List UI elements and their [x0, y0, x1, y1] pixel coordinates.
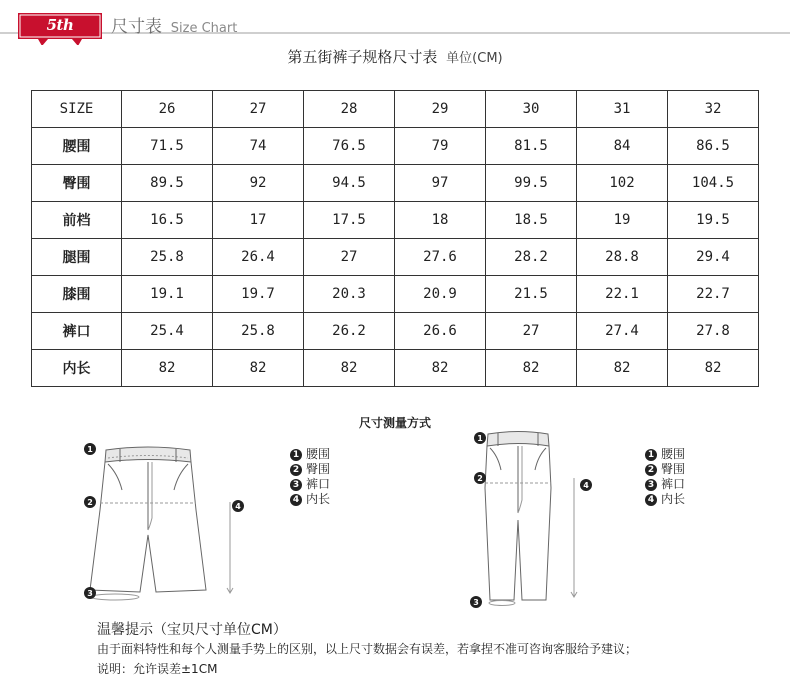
legend-number-badge: 2	[645, 464, 657, 476]
wide-pants-diagram	[78, 440, 258, 610]
table-cell: 18	[395, 202, 486, 239]
legend-number-badge: 2	[290, 464, 302, 476]
measure-title: 尺寸测量方式	[358, 416, 431, 430]
legend-number-badge: 4	[645, 494, 657, 506]
header-cell: 30	[486, 91, 577, 128]
marker-3: 3	[473, 598, 479, 607]
table-cell: 19	[577, 202, 668, 239]
marker-4: 4	[235, 502, 241, 511]
table-cell: 22.1	[577, 276, 668, 313]
table-cell: 22.7	[668, 276, 759, 313]
marker-2: 2	[87, 498, 93, 507]
table-cell: 27.8	[668, 313, 759, 350]
row-label: 膝围	[32, 276, 122, 313]
table-row	[32, 128, 759, 165]
table-title	[0, 46, 790, 67]
table-cell: 26.4	[213, 239, 304, 276]
table-cell: 25.4	[122, 313, 213, 350]
legend-label: 内长	[306, 492, 331, 506]
marker-2: 2	[477, 474, 483, 483]
table-cell: 20.9	[395, 276, 486, 313]
table-cell: 104.5	[668, 165, 759, 202]
header-cell: 26	[122, 91, 213, 128]
legend-label: 内长	[661, 492, 686, 506]
table-cell: 89.5	[122, 165, 213, 202]
legend-number-badge: 3	[645, 479, 657, 491]
legend-label: 腰围	[661, 447, 686, 461]
table-row	[32, 313, 759, 350]
table-cell: 26.6	[395, 313, 486, 350]
row-label: 臀围	[32, 165, 122, 202]
legend-item	[645, 447, 685, 462]
table-cell: 21.5	[486, 276, 577, 313]
header-cell: 32	[668, 91, 759, 128]
marker-4: 4	[583, 481, 589, 490]
table-cell: 99.5	[486, 165, 577, 202]
table-cell: 82	[213, 350, 304, 387]
legend-number-badge: 3	[290, 479, 302, 491]
table-cell: 82	[577, 350, 668, 387]
table-cell: 79	[395, 128, 486, 165]
legend-number-badge: 1	[645, 449, 657, 461]
table-cell: 84	[577, 128, 668, 165]
table-cell: 76.5	[304, 128, 395, 165]
table-cell: 97	[395, 165, 486, 202]
legend-item	[290, 477, 330, 492]
table-cell: 20.3	[304, 276, 395, 313]
table-cell: 27	[486, 313, 577, 350]
legend-item	[645, 462, 685, 477]
marker-badges	[84, 443, 244, 599]
table-cell: 18.5	[486, 202, 577, 239]
measure-legend-right	[645, 447, 685, 507]
table-cell: 28.8	[577, 239, 668, 276]
legend-item	[290, 492, 330, 507]
legend-item	[645, 477, 685, 492]
tips-note: 由于面料特性和每个人测量手势上的区别，以上尺寸数据会有误差，若拿捏不准可咨询客服给予建议；	[97, 642, 638, 656]
row-label: 内长	[32, 350, 122, 387]
table-row	[32, 165, 759, 202]
table-cell: 26.2	[304, 313, 395, 350]
measure-legend-left	[290, 447, 330, 507]
marker-1: 1	[87, 445, 93, 454]
legend-label: 裤口	[306, 477, 331, 491]
table-cell: 82	[304, 350, 395, 387]
table-cell: 102	[577, 165, 668, 202]
header-cell: 31	[577, 91, 668, 128]
table-title-unit: 单位(CM)	[446, 51, 503, 66]
header-cell: SIZE	[32, 91, 122, 128]
legend-label: 裤口	[661, 477, 686, 491]
table-row	[32, 276, 759, 313]
table-cell: 86.5	[668, 128, 759, 165]
table-cell: 17.5	[304, 202, 395, 239]
header-cell: 27	[213, 91, 304, 128]
table-cell: 82	[486, 350, 577, 387]
table-cell: 16.5	[122, 202, 213, 239]
table-cell: 19.1	[122, 276, 213, 313]
brand-logo	[18, 9, 102, 60]
row-label: 腰围	[32, 128, 122, 165]
legend-item	[290, 447, 330, 462]
tips-title: 温馨提示（宝贝尺寸单位CM）	[97, 622, 287, 638]
table-header-row	[32, 91, 759, 128]
table-cell: 29.4	[668, 239, 759, 276]
row-label: 裤口	[32, 313, 122, 350]
table-cell: 28.2	[486, 239, 577, 276]
legend-item	[290, 462, 330, 477]
slim-pants-diagram	[466, 428, 606, 614]
logo-text: 5th STREET	[27, 16, 93, 60]
row-label: 腿围	[32, 239, 122, 276]
table-cell: 94.5	[304, 165, 395, 202]
header-cell: 29	[395, 91, 486, 128]
table-cell: 71.5	[122, 128, 213, 165]
table-cell: 92	[213, 165, 304, 202]
table-cell: 82	[395, 350, 486, 387]
table-cell: 19.5	[668, 202, 759, 239]
table-cell: 81.5	[486, 128, 577, 165]
legend-label: 臀围	[306, 462, 331, 476]
row-label: 前档	[32, 202, 122, 239]
header-title-en: Size Chart	[170, 21, 238, 36]
header-cell: 28	[304, 91, 395, 128]
table-cell: 82	[122, 350, 213, 387]
table-title-main: 第五街裤子规格尺寸表	[287, 48, 438, 66]
table-row	[32, 239, 759, 276]
size-table	[31, 90, 759, 387]
table-cell: 82	[668, 350, 759, 387]
table-cell: 25.8	[213, 313, 304, 350]
header-title	[111, 12, 237, 37]
marker-3: 3	[87, 589, 93, 598]
table-cell: 19.7	[213, 276, 304, 313]
table-cell: 17	[213, 202, 304, 239]
marker-1: 1	[477, 434, 483, 443]
legend-number-badge: 4	[290, 494, 302, 506]
table-cell: 25.8	[122, 239, 213, 276]
table-row	[32, 350, 759, 387]
header-title-zh: 尺寸表	[111, 17, 162, 37]
tips-tolerance: 说明：允许误差±1CM	[97, 662, 218, 676]
table-row	[32, 202, 759, 239]
table-cell: 27.6	[395, 239, 486, 276]
legend-label: 臀围	[661, 462, 686, 476]
table-cell: 27.4	[577, 313, 668, 350]
legend-item	[645, 492, 685, 507]
legend-number-badge: 1	[290, 449, 302, 461]
legend-label: 腰围	[306, 447, 331, 461]
table-cell: 74	[213, 128, 304, 165]
table-cell: 27	[304, 239, 395, 276]
